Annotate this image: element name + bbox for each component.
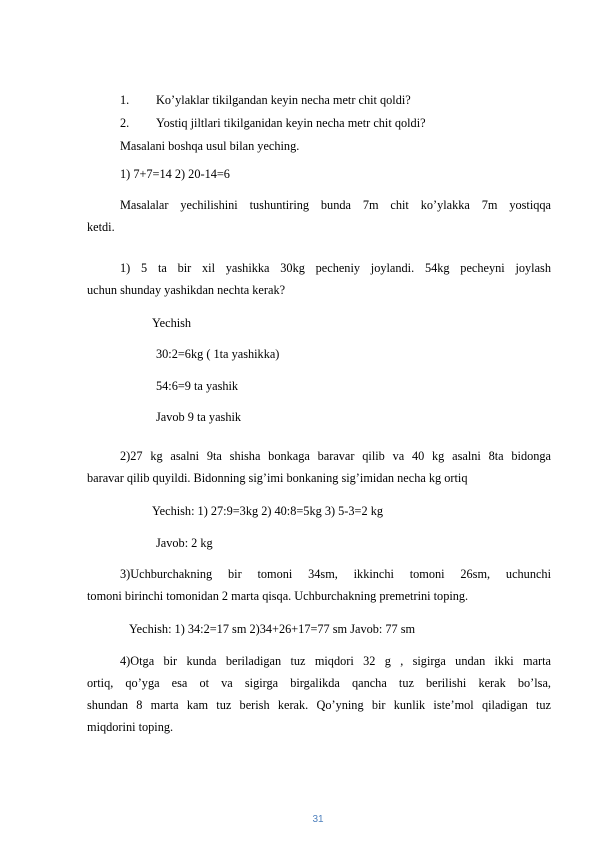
solution-line: Yechish: 1) 27:9=3kg 2) 40:8=5kg 3) 5-3=2 kg — [152, 504, 383, 518]
list-item-text: Yostiq jiltlari tikilganidan keyin necha metr chit qoldi? — [156, 116, 426, 130]
solution-title: Yechish — [152, 316, 192, 330]
solution-step: 30:2=6kg ( 1ta yashikka) — [156, 347, 280, 361]
solution-line: Yechish: 1) 34:2=17 sm 2)34+26+17=77 sm Javob: 77 sm — [129, 622, 416, 636]
list-item-number: 1. — [120, 93, 130, 107]
answer-line: Javob: 2 kg — [156, 536, 213, 550]
problem-4-paragraph — [87, 654, 551, 734]
paragraph-line: ketdi. — [87, 220, 115, 234]
paragraph-line: uchun shunday yashikdan nechta kerak? — [87, 283, 286, 297]
list-item-number: 2. — [120, 116, 130, 130]
solution-step: 54:6=9 ta yashik — [156, 379, 239, 393]
intro-line: Masalani boshqa usul bilan yeching. — [120, 139, 300, 153]
paragraph-line: Masalalar yechilishini tushuntiring bunda 7m chit ko’ylakka 7m yostiqqa — [120, 198, 551, 212]
paragraph-line: 1) 5 ta bir xil yashikka 30kg pecheniy joylandi. 54kg pecheyni joylash — [120, 261, 551, 275]
problem-3-paragraph — [87, 567, 551, 603]
paragraph-line: miqdorini toping. — [87, 720, 174, 734]
answer-line: Javob 9 ta yashik — [156, 410, 242, 424]
paragraph-line: 4)Otga bir kunda beriladigan tuz miqdori 32 g , sigirga undan ikki marta — [120, 654, 551, 668]
paragraph-line: 2)27 kg asalni 9ta shisha bonkaga baravar qilib va 40 kg asalni 8ta bidonga — [120, 449, 551, 463]
page-number: 31 — [312, 814, 324, 825]
paragraph-line: baravar qilib quyildi. Bidonning sig’imi bonkaning sig’imidan necha kg ortiq — [87, 471, 468, 485]
list-item-text: Ko’ylaklar tikilgandan keyin necha metr chit qoldi? — [156, 93, 411, 107]
paragraph-line: shundan 8 marta kam tuz berish kerak. Qo’yning bir kunlik iste’mol qiladigan tuz — [87, 698, 551, 712]
paragraph-line: tomoni birinchi tomonidan 2 marta qisqa. Uchburchakning premetrini toping. — [87, 589, 469, 603]
paragraph-line: ortiq, qo’yga esa ot va sigirga birgalikda qancha tuz berilishi kerak bo’lsa, — [87, 676, 551, 690]
explanation-paragraph — [87, 198, 551, 234]
paragraph-line: 3)Uchburchakning bir tomoni 34sm, ikkinchi tomoni 26sm, uchunchi — [120, 567, 551, 581]
problem-1-paragraph — [87, 261, 551, 297]
problem-2-paragraph — [87, 449, 551, 485]
solution-line: 1) 7+7=14 2) 20-14=6 — [120, 167, 230, 181]
